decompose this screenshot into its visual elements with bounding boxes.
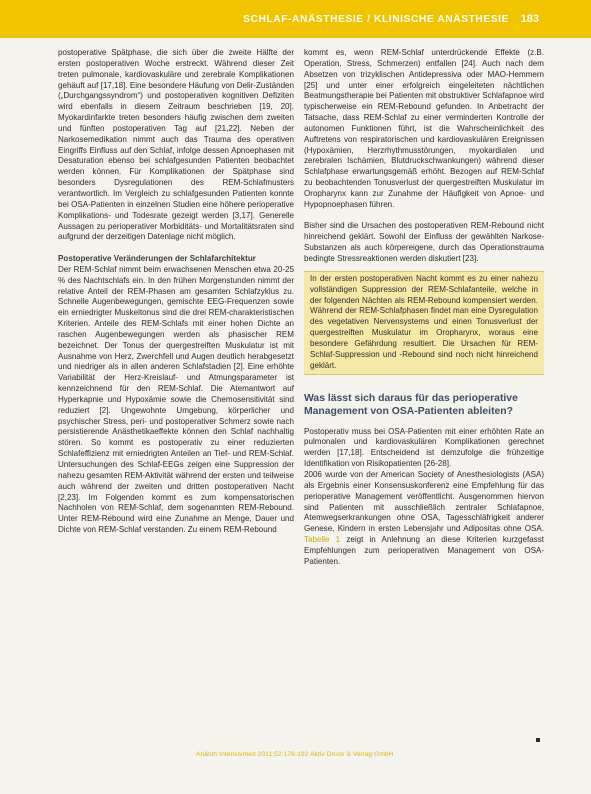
body-paragraph: Postoperativ muss bei OSA-Patienten mit einer erhöhten Rate an pulmonalen und kardiovaskulären Komplikationen gerechnet werden [17,18]. Entscheidend ist demzufolge die frühzeitige Identifikation von Risikopatienten [26-28]. bbox=[304, 426, 544, 469]
left-column bbox=[58, 48, 294, 536]
end-of-article-mark bbox=[536, 738, 540, 742]
body-paragraph: Bisher sind die Ursachen des postoperativen REM-Rebound nicht hinreichend geklärt. Sowohl der Einfluss der gewählten Narkose-Substanzen als auch körpereigene, durch das Operationstrauma bedingte Stressreaktionen werden diskutiert [23]. bbox=[304, 221, 544, 263]
section-question-heading: Was lässt sich daraus für das perioperative Management von OSA-Patienten ableiten? bbox=[304, 393, 518, 418]
body-paragraph: postoperative Spätphase, die sich über die zweite Hälfte der ersten postoperativen Woche erstreckt. Während dieser Zeit treten pulmonale, kardiovaskuläre und zerebrale Komplikationen gehäuft auf [17,18]. Eine besondere Häufung von Delir-Zuständen („Durchgangssyndrom“) und postoperativen kognitiven Defiziten wird ebenfalls in diesem Zeitraum beschrieben [19, 20]. Myokardinfarkte treten besonders häufig zwischen dem zweiten und fünften postoperativen Tag auf [21,22]. Neben der Narkosemedikation nimmt auch das Trauma des operativen Eingriffs Einfluss auf den Schlaf, infolge dessen Apnoephasen mit Desaturation ebenso bei schlafgesunden Patienten beobachtet werden können. Für Komplikationen der Spätphase sind besonders Dysregulationen des REM-Schlafmusters verantwortlich. Im Vergleich zu schlafgesunden Patienten konnte bei OSA-Patienten in einzelnen Studien eine höhere perioperative Komplikations- und Todesrate gezeigt werden [3,17]. Generelle Aussagen zu perioperativer Morbiditäts- und Mortalitätsraten sind aufgrund der derzeitigen Datenlage nicht möglich. bbox=[58, 48, 294, 242]
running-header-title: SCHLAF-ANÄSTHESIE / KLINISCHE ANÄSTHESIE bbox=[243, 14, 509, 25]
body-paragraph bbox=[304, 470, 544, 568]
paragraph-text: zeigt in Anlehnung an diese Kriterien kurzgefasst Empfehlungen zum perioperativen Management von OSA-Patienten. bbox=[304, 535, 544, 566]
footer-citation: Anästh Intensivmed 2011;52:178-192 Aktiv Druck & Verlag GmbH bbox=[196, 751, 394, 758]
summary-box: In der ersten postoperativen Nacht kommt es zu einer nahezu vollständigen Suppression der REM-Schlafanteile, welche in der folgenden Nächten als REM-Rebound kompensiert werden. Während der REM-Schlafphasen findet man eine Dysregulation des vegetativen Nervensystems und einen Tonusverlust der quergestreiften Muskulatur im Oropharynx, woraus eine besondere Gefährdung resultiert. Die Ursachen für REM-Schlaf-Suppression und -Rebound sind noch nicht hinreichend geklärt. bbox=[304, 271, 544, 376]
page-number: 183 bbox=[520, 13, 539, 25]
paragraph-text: 2006 wurde von der American Society of Anesthesiologists (ASA) als Ergebnis einer Konsensuskonferenz eine Empfehlung für das perioperative Management veröffentlicht. Ausgenommen hiervon sind Patienten mit ausschließlich zentraler Schlafapnoe, Atemwegserkrankungen ohne OSA, Tagesschläfrigkeit anderer Genese, Kindern in ersten Lebensjahr und Adipositas ohne OSA. bbox=[304, 469, 544, 534]
table-reference-link[interactable]: Tabelle 1 bbox=[304, 535, 341, 545]
body-paragraph: kommt es, wenn REM-Schlaf unterdrückende Effekte (z.B. Operation, Stress, Schmerzen) entfallen [24]. Auch nach dem Absetzen von trizyklischen Antidepressiva oder MAO-Hemmern [25] und unter einer erfolgreich eingeleiteten nächtlichen Beatmungstherapie bei Patienten mit obstruktiver Schlafapnoe wird typischerweise ein REM-Rebound gefunden. In Anbetracht der Tatsache, dass REM-Schlaf zu einer verminderten Kontrolle der autonomen Funktionen führt, ist die Wahrscheinlichkeit des Auftretens von respiratorischen und kardiovaskulären Ereignissen (Hypoxämien, Herzrhythmusstörungen, myokardialen und zerebralen Ischämien, Blutdruckschwankungen) während dieser Schlafphase erwartungsgemäß erhöht. Bezogen auf REM-Schlaf zu beobachtenden Tonusverlust der quergestreiften Muskulatur im Oropharynx kann zur Zunahme der Häufigkeit von Apnoe- und Hypopnoephasen führen. bbox=[304, 48, 544, 209]
body-paragraph: Der REM-Schlaf nimmt beim erwachsenen Menschen etwa 20-25 % des Nachtschlafs ein. In den frühen Morgenstunden nimmt der relative Anteil der REM-Phasen am gesamten Schlafzyklus zu. Schnelle Augenbewegungen, gemischte EEG-Frequenzen sowie ein erniedrigter Muskeltonus sind die drei REM-charakteristischen Kriterien. Anteile des REM-Schlafs mit einer hohen Dichte an raschen Augenbewegungen werden als phasischer REM bezeichnet. Der Tonus der quergestreiften Muskulatur ist mit Ausnahme von Herz, Zwerchfell und Augen deutlich herabgesetzt und niedriger als in allen anderen Schlafstadien [2]. Eine erhöhte Variabilität der Herz-Kreislauf- und Atmungsparameter ist kennzeichnend für den REM-Schlaf. Die Atemantwort auf Hyperkapnie und Hypoxämie sowie die Chemosensitivität sind reduziert [2]. Ungewohnte Umgebung, körperlicher und psychischer Stress, peri- und postoperativer Schmerz sowie nach persistierende Anästhetikaeffekte können den Schlaf nachhaltig stören. So kommt es postoperativ zu einer reduzierten Schlafeffizienz mit erniedrigten Anteilen an Tief- und REM-Schlaf. Untersuchungen des Schlaf-EEGs zeigen eine Suppression der nahezu gesamten REM-Aktivität während der ersten und teilweise auch während der zweiten und dritten postoperativen Nacht [2,23]. Im Folgenden kommt es zum kompensatorischen Nachholen von REM-Schlaf, dem sogenannten REM-Rebound. Unter REM-Rebound wird eine Zunahme an Menge, Dauer und Dichte von REM-Schlaf verstanden. Zu einem REM-Rebound bbox=[58, 264, 294, 535]
right-column bbox=[304, 48, 544, 568]
section-subheading: Postoperative Veränderungen der Schlafarchitektur bbox=[58, 253, 256, 263]
